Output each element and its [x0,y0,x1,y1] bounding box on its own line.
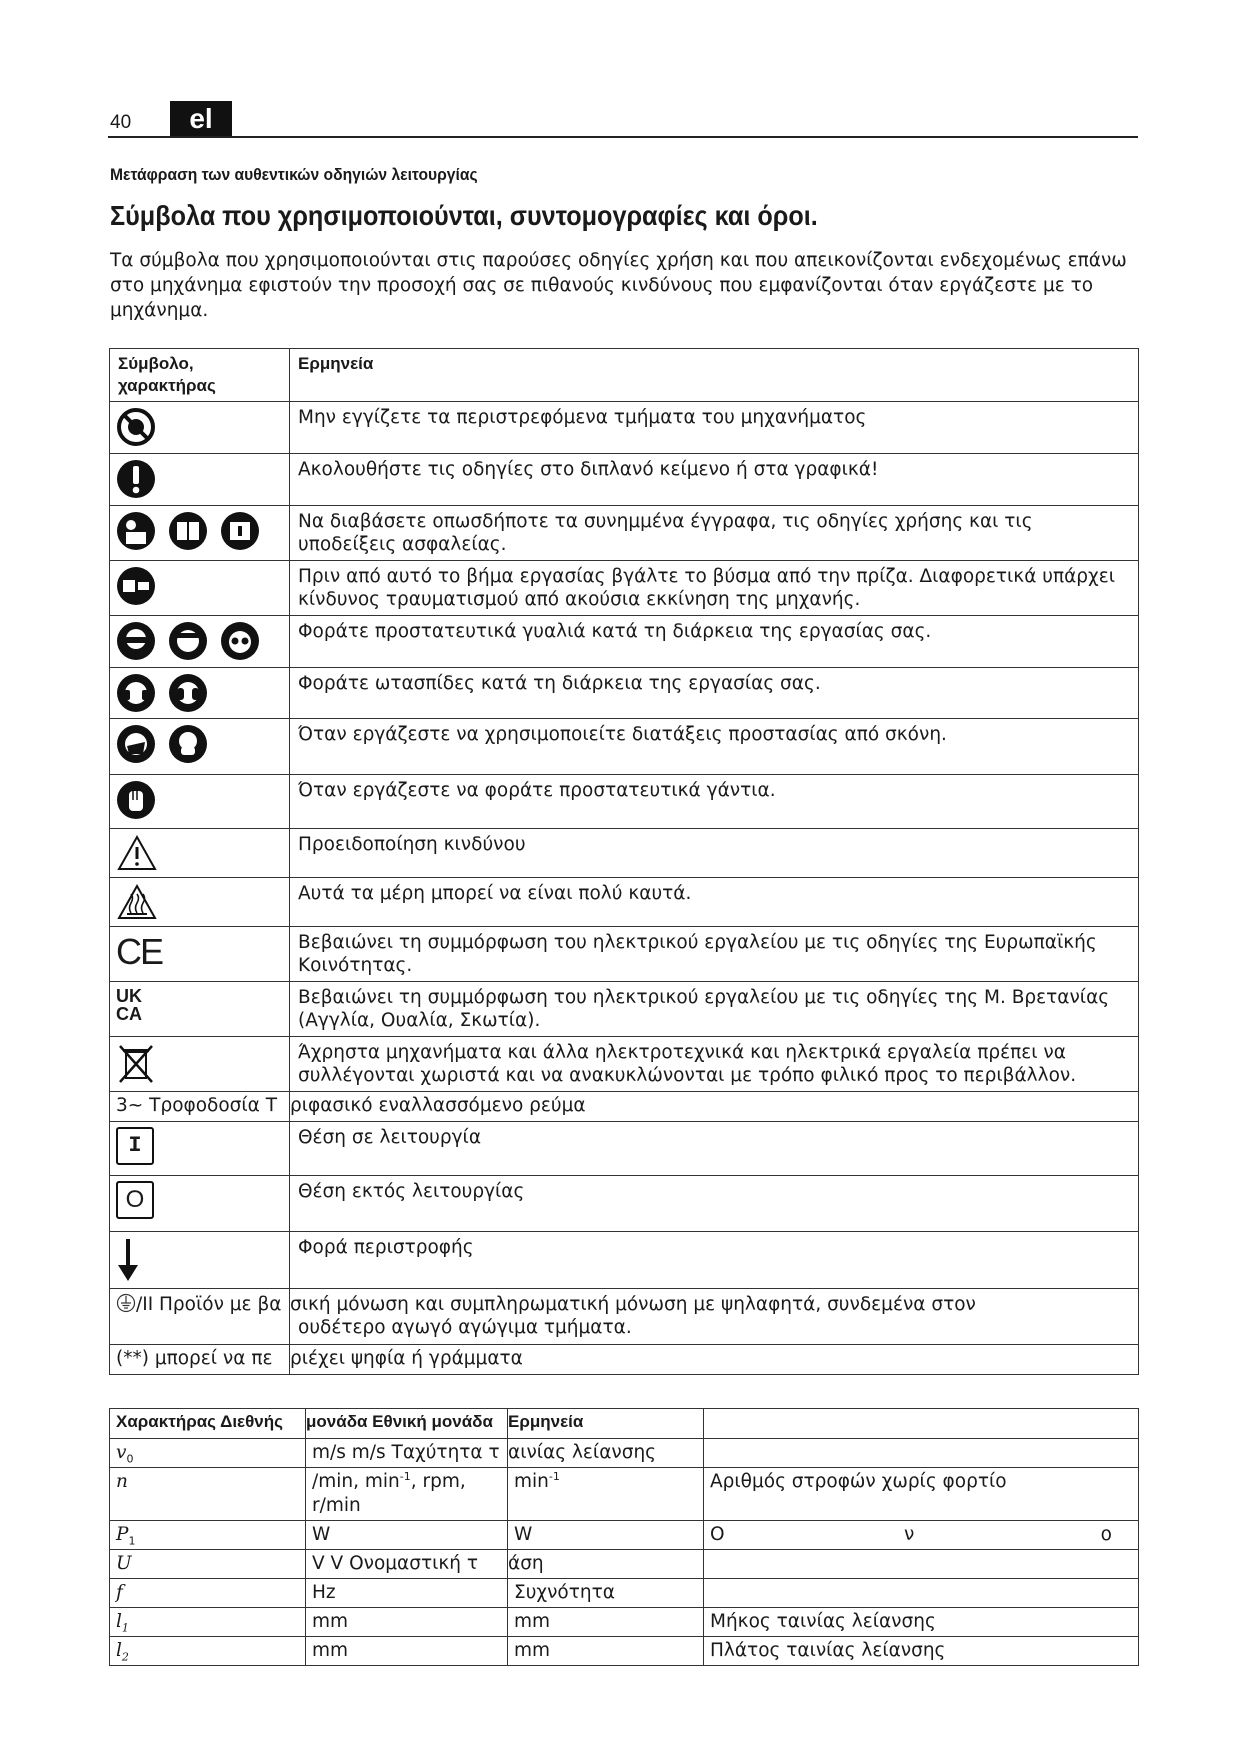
language-badge: el [170,101,232,136]
instructions-icon [168,511,208,551]
subtitle: Μετάφραση των αυθεντικών οδηγιών λειτουργίας [110,165,478,184]
intro-paragraph: Τα σύμβολα που χρησιμοποιούνται στις παρούσες οδηγίες χρήση και που απεικονίζονται ενδεχομένως επάνω στο μηχάνημα εφιστούν την προσοχή σας σε πιθανούς κινδύνους που εμφανίζονται όταν εργάζεστε με το μηχάνημα. [110,250,1127,321]
table-row: $P_1$ W W O ν ο [110,1521,1139,1550]
ear-muffs-icon [168,673,208,713]
goggles-icon [220,621,260,661]
meaning-text: σική μόνωση και συμπληρωματική μόνωση με ψηλαφητά, συνδεμένα στον [290,1294,976,1315]
table-row: $v_0$ m/s m/s Ταχύτητα τ αινίας λείανσης [110,1439,1139,1468]
read-manual-icon [116,511,156,551]
table-row: $l_1$ mm mm Μήκος ταινίας λείανσης [110,1608,1139,1637]
meaning-text: Άχρηστα μηχανήματα και άλλα ηλεκτροτεχνικά και ηλεκτρικά εργαλεία πρέπει να συλλέγονται χωριστά και να ανακυκλώνονται με τρόπο φιλικό προς το περιβάλλον. [290,1037,1139,1092]
table-row: f Hz Συχνότητα [110,1579,1139,1608]
units-table [109,1408,1139,1666]
three-phase-row: 3~ Τροφοδοσία Τ [110,1092,290,1122]
eye-protection-icon [116,621,156,661]
weee-bin-icon [116,1042,156,1086]
meaning-text: Όταν εργάζεστε να φοράτε προστατευτικά γάντια. [290,775,1139,829]
respirator-icon [168,724,208,764]
safety-info-icon [220,511,260,551]
warning-triangle-icon [116,834,158,872]
face-shield-icon [168,621,208,661]
meaning-text: Βεβαιώνει τη συμμόρφωση του ηλεκτρικού εργαλείου με τις οδηγίες της Ευρωπαϊκής Κοινότητας. [290,927,1139,982]
table-row: n /min, $\min^{-1}$, rpm, r/min $\min^{-1}$ Αριθμός στροφών χωρίς φορτίο [110,1468,1139,1521]
meaning-text: Πριν από αυτό το βήμα εργασίας βγάλτε το βύσμα από την πρίζα. Διαφορετικά υπάρχει κίνδυνος τραυματισμού από ακούσια εκκίνηση της μηχανής. [290,561,1139,616]
page-title: Σύμβολα που χρησιμοποιούνται, συντομογραφίες και όροι. [110,200,818,231]
gloves-icon [116,780,156,820]
rotation-direction-arrow-icon [116,1237,140,1283]
meaning-text: Θέση εκτός λειτουργίας [290,1176,1139,1232]
symbols-col-header: Σύμβολο, χαρακτήρας [110,349,290,402]
dust-mask-icon [116,724,156,764]
hot-surface-icon [116,883,158,921]
earth-ground-icon [116,1293,136,1313]
meaning-text: Αυτά τα μέρη μπορεί να είναι πολύ καυτά. [290,878,1139,927]
meaning-text: ριέχει ψηφία ή γράμματα [290,1345,1139,1375]
ukca-mark: UK CA [116,986,142,1024]
table-row: $l_2$ mm mm Πλάτος ταινίας λείανσης [110,1637,1139,1666]
units-header-2: μονάδα Εθνική μονάδα [306,1409,508,1439]
meaning-text: ουδέτερο αγωγό αγώγιμα τμήματα. [298,1317,632,1338]
meaning-text: Ακολουθήστε τις οδηγίες στο διπλανό κείμενο ή στα γραφικά! [290,454,1139,506]
units-header-3: Ερμηνεία [508,1409,704,1439]
meaning-text: Να διαβάσετε οπωσδήποτε τα συνημμένα έγγραφα, τις οδηγίες χρήσης και τις υποδείξεις ασφαλείας. [290,506,1139,561]
units-header-1: Χαρακτήρας Διεθνής [110,1409,306,1439]
table-row: U V V Ονομαστική τ άση [110,1550,1139,1579]
meaning-text: Βεβαιώνει τη συμμόρφωση του ηλεκτρικού εργαλείου με τις οδηγίες της Μ. Βρετανίας (Αγγλία, Ουαλία, Σκωτία). [290,982,1139,1037]
meaning-text: Όταν εργάζεστε να χρησιμοποιείτε διατάξεις προστασίας από σκόνη. [290,719,1139,775]
unplug-icon [116,566,156,606]
meaning-text: Θέση σε λειτουργία [290,1122,1139,1176]
page-number: 40 [110,112,132,133]
meaning-text: Μην εγγίζετε τα περιστρεφόμενα τμήματα του μηχανήματος [290,402,1139,454]
ear-protection-icon [116,673,156,713]
meaning-text: ριφασικό εναλλασσόμενο ρεύμα [290,1092,1139,1122]
class2-row: /II Προϊόν με βα [110,1289,290,1345]
page-header [108,104,1138,138]
meaning-col-header: Ερμηνεία [290,349,1139,402]
meaning-text: Προειδοποίηση κινδύνου [290,829,1139,878]
no-touch-rotating-parts-icon [116,407,156,447]
symbols-table [109,348,1139,1375]
meaning-text: Φορά περιστροφής [290,1232,1139,1289]
switch-off-icon: O [116,1181,154,1219]
note-row: (**) μπορεί να πε [110,1345,290,1375]
switch-on-icon: I [116,1127,154,1165]
meaning-text: Φοράτε προστατευτικά γυαλιά κατά τη διάρκεια της εργασίας σας. [290,616,1139,668]
ce-mark: CE [116,931,163,972]
mandatory-action-icon [116,459,156,499]
meaning-text: Φοράτε ωτασπίδες κατά τη διάρκεια της εργασίας σας. [290,668,1139,719]
units-header-4 [704,1409,1139,1439]
